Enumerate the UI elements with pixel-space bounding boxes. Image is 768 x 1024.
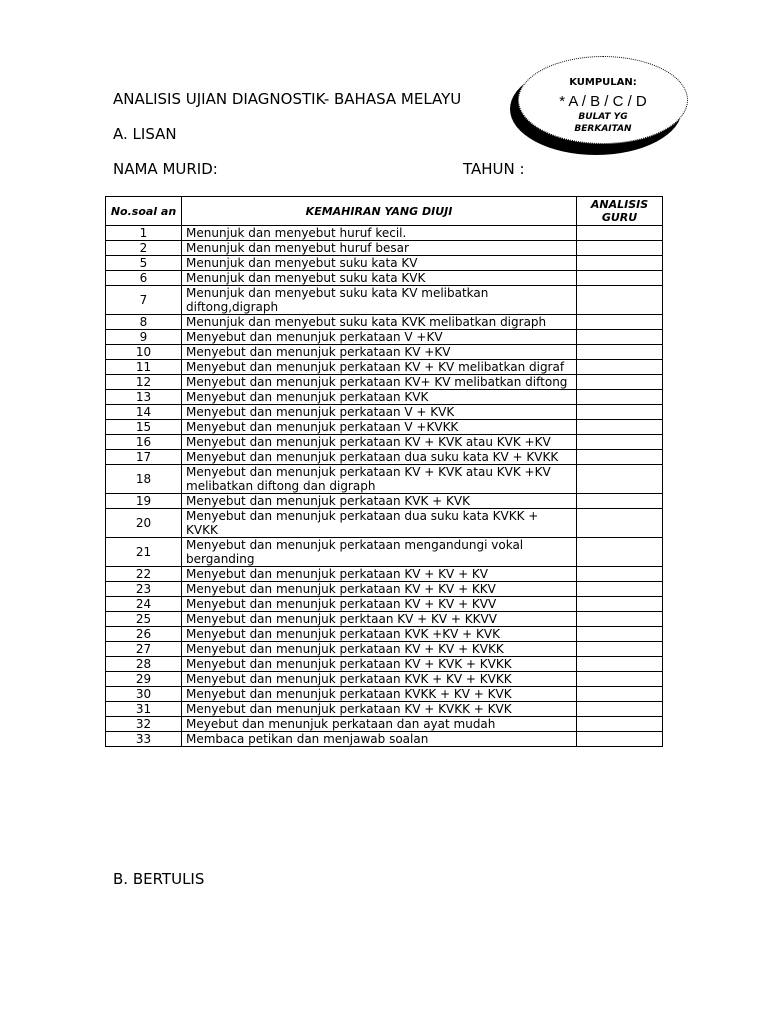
question-number: 17 [106,450,182,465]
question-number: 28 [106,657,182,672]
question-number: 32 [106,717,182,732]
question-number: 16 [106,435,182,450]
group-badge-note [519,111,687,135]
table-row [106,390,663,405]
skill-description: Meyebut dan menunjuk perkataan dan ayat mudah [182,717,577,732]
question-number: 26 [106,627,182,642]
table-row [106,642,663,657]
question-number: 30 [106,687,182,702]
skill-description: Menyebut dan menunjuk perkataan KV + KV melibatkan digraf [182,360,577,375]
table-row [106,330,663,345]
skill-description: Menyebut dan menunjuk perkataan KV + KV + KVKK [182,642,577,657]
skill-description: Menyebut dan menunjuk perkataan KVK [182,390,577,405]
teacher-analysis-cell[interactable] [577,538,663,567]
table-row [106,612,663,627]
question-number: 22 [106,567,182,582]
teacher-analysis-cell[interactable] [577,672,663,687]
teacher-analysis-cell[interactable] [577,315,663,330]
section-a-heading: A. LISAN [113,125,177,143]
question-number: 19 [106,494,182,509]
teacher-analysis-cell[interactable] [577,494,663,509]
teacher-analysis-cell[interactable] [577,360,663,375]
table-row [106,717,663,732]
skill-description: Menyebut dan menunjuk perkataan mengandungi vokal berganding [182,538,577,567]
question-number: 31 [106,702,182,717]
teacher-analysis-cell[interactable] [577,657,663,672]
skill-description: Menyebut dan menunjuk perkataan dua suku kata KVKK + KVKK [182,509,577,538]
table-row [106,567,663,582]
skill-description: Menyebut dan menunjuk perkataan KV +KV [182,345,577,360]
table-row [106,538,663,567]
table-header-row [106,197,663,226]
teacher-analysis-cell[interactable] [577,435,663,450]
question-number: 33 [106,732,182,747]
skill-description: Menunjuk dan menyebut huruf besar [182,241,577,256]
question-number: 12 [106,375,182,390]
table-row [106,657,663,672]
table-row [106,450,663,465]
question-number: 7 [106,286,182,315]
teacher-analysis-cell[interactable] [577,642,663,657]
skill-description: Menyebut dan menunjuk perkataan KVKK + KV + KVK [182,687,577,702]
question-number: 29 [106,672,182,687]
teacher-analysis-cell[interactable] [577,612,663,627]
table-row [106,435,663,450]
teacher-analysis-cell[interactable] [577,390,663,405]
student-name-label: NAMA MURID: [113,160,218,178]
table-row [106,271,663,286]
table-row [106,241,663,256]
table-row [106,687,663,702]
question-number: 23 [106,582,182,597]
teacher-analysis-cell[interactable] [577,241,663,256]
teacher-analysis-cell[interactable] [577,702,663,717]
skill-description: Menyebut dan menunjuk perkataan dua suku kata KV + KVKK [182,450,577,465]
question-number: 13 [106,390,182,405]
teacher-analysis-cell[interactable] [577,567,663,582]
skill-description: Menyebut dan menunjuk perkataan KV + KV + KVV [182,597,577,612]
teacher-analysis-cell[interactable] [577,375,663,390]
table-row [106,405,663,420]
skill-description: Menunjuk dan menyebut suku kata KV melibatkan diftong,digraph [182,286,577,315]
skill-description: Menyebut dan menunjuk perkataan KV + KVK atau KVK +KV [182,435,577,450]
table-row [106,256,663,271]
teacher-analysis-cell[interactable] [577,450,663,465]
skill-description: Menyebut dan menunjuk perktaan KV + KV + KKVV [182,612,577,627]
teacher-analysis-cell[interactable] [577,405,663,420]
year-label: TAHUN : [463,160,525,178]
teacher-analysis-cell[interactable] [577,509,663,538]
skills-table [105,196,663,747]
group-badge-options: * A / B / C / D [559,93,647,110]
table-row [106,345,663,360]
question-number: 2 [106,241,182,256]
header-skill: KEMAHIRAN YANG DIUJI [182,197,577,226]
skill-description: Menyebut dan menunjuk perkataan KV + KVK + KVKK [182,657,577,672]
section-b-heading: B. BERTULIS [113,870,205,888]
question-number: 25 [106,612,182,627]
table-row [106,360,663,375]
table-row [106,597,663,612]
table-row [106,627,663,642]
skill-description: Menyebut dan menunjuk perkataan KV + KVKK + KVK [182,702,577,717]
teacher-analysis-cell[interactable] [577,286,663,315]
skill-description: Menyebut dan menunjuk perkataan KV + KV + KV [182,567,577,582]
question-number: 10 [106,345,182,360]
teacher-analysis-cell[interactable] [577,226,663,241]
group-badge [518,56,688,144]
teacher-analysis-cell[interactable] [577,465,663,494]
table-row [106,509,663,538]
question-number: 14 [106,405,182,420]
teacher-analysis-cell[interactable] [577,345,663,360]
question-number: 24 [106,597,182,612]
table-row [106,226,663,241]
skill-description: Menunjuk dan menyebut suku kata KV [182,256,577,271]
table-row [106,582,663,597]
skill-description: Menyebut dan menunjuk perkataan V +KVKK [182,420,577,435]
question-number: 8 [106,315,182,330]
teacher-analysis-cell[interactable] [577,582,663,597]
table-row [106,465,663,494]
skill-description: Menyebut dan menunjuk perkataan KV + KVK atau KVK +KV melibatkan diftong dan digraph [182,465,577,494]
skill-description: Menunjuk dan menyebut huruf kecil. [182,226,577,241]
skill-description: Membaca petikan dan menjawab soalan [182,732,577,747]
teacher-analysis-cell[interactable] [577,420,663,435]
question-number: 6 [106,271,182,286]
table-row [106,375,663,390]
skill-description: Menyebut dan menunjuk perkataan KVK + KV + KVKK [182,672,577,687]
skill-description: Menyebut dan menunjuk perkataan KVK + KVK [182,494,577,509]
group-badge-label: KUMPULAN: [569,77,637,88]
question-number: 1 [106,226,182,241]
header-question-no: No.soal an [106,197,182,226]
question-number: 20 [106,509,182,538]
question-number: 18 [106,465,182,494]
question-number: 15 [106,420,182,435]
table-row [106,315,663,330]
table-row [106,702,663,717]
question-number: 21 [106,538,182,567]
teacher-analysis-cell[interactable] [577,256,663,271]
question-number: 11 [106,360,182,375]
teacher-analysis-cell[interactable] [577,627,663,642]
group-badge-note-line1: BULAT YG [578,112,628,122]
skill-description: Menyebut dan menunjuk perkataan KVK +KV + KVK [182,627,577,642]
skill-description: Menunjuk dan menyebut suku kata KVK melibatkan digraph [182,315,577,330]
document-title: ANALISIS UJIAN DIAGNOSTIK- BAHASA MELAYU [113,90,462,108]
header-teacher-analysis: ANALISIS GURU [577,197,663,226]
question-number: 5 [106,256,182,271]
teacher-analysis-cell[interactable] [577,271,663,286]
teacher-analysis-cell[interactable] [577,687,663,702]
question-number: 27 [106,642,182,657]
group-badge-note-line2: BERKAITAN [574,124,632,134]
table-row [106,672,663,687]
skill-description: Menyebut dan menunjuk perkataan KV + KV + KKV [182,582,577,597]
table-row [106,732,663,747]
skill-description: Menyebut dan menunjuk perkataan KV+ KV melibatkan diftong [182,375,577,390]
skill-description: Menunjuk dan menyebut suku kata KVK [182,271,577,286]
teacher-analysis-cell[interactable] [577,717,663,732]
table-row [106,420,663,435]
skill-description: Menyebut dan menunjuk perkataan V +KV [182,330,577,345]
teacher-analysis-cell[interactable] [577,597,663,612]
teacher-analysis-cell[interactable] [577,732,663,747]
skill-description: Menyebut dan menunjuk perkataan V + KVK [182,405,577,420]
table-row [106,494,663,509]
teacher-analysis-cell[interactable] [577,330,663,345]
question-number: 9 [106,330,182,345]
table-row [106,286,663,315]
